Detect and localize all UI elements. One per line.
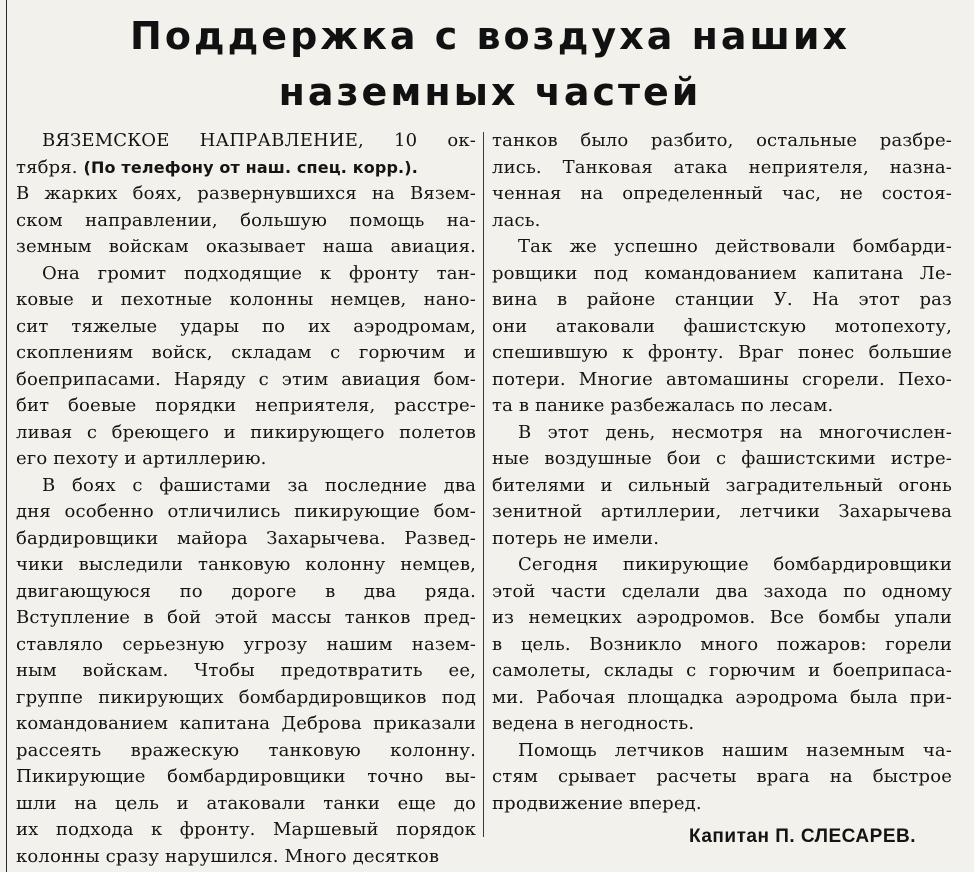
text-line: ведена в негодность.: [492, 713, 695, 734]
text-line: двигающуюся по дороге в два ряда.: [16, 580, 476, 602]
text-line: бит боевые порядки неприятеля, расстре-: [16, 395, 476, 416]
article-column-left: [16, 128, 476, 870]
text-line: зенитной артиллерии, летчики Захарычева: [492, 501, 952, 522]
text-line: чики выследили танковую колонну немцев,: [16, 554, 476, 575]
text-line: ровщики под командованием капитана Ле-: [492, 262, 952, 284]
text-line: рассеять вражескую танковую колонну.: [16, 739, 476, 761]
dateline-place: ВЯЗЕМСКОЕ НАПРАВЛЕНИЕ, 10 ок-: [42, 130, 476, 151]
text-line: командованием капитана Деброва приказали: [16, 713, 476, 734]
text-line: та в панике разбежалась по лесам.: [492, 395, 834, 416]
text-line: они атаковали фашистскую мотопехоту,: [492, 315, 952, 337]
text-line: самолеты, склады с горючим и боеприпаса-: [492, 660, 952, 681]
text-line: из немецких аэродромов. Все бомбы упали: [492, 607, 952, 628]
text-line: В боях с фашистами за последние два: [42, 474, 476, 496]
text-line: лась.: [492, 209, 541, 231]
text-line: Пикирующие бомбардировщики точно вы-: [16, 766, 476, 787]
text-line: потерь не имели.: [492, 527, 660, 549]
text-line: боеприпасами. Наряду с этим авиация бом-: [16, 368, 476, 390]
text-line: вина в районе станции У. На этот раз: [492, 289, 952, 310]
author-signature: Капитан П. СЛЕСАРЕВ.: [689, 826, 916, 847]
text-line: потери. Многие автомашины сгорели. Пехо-: [492, 368, 952, 390]
text-line: танков было разбито, остальные разбре-: [492, 130, 952, 151]
right-column-body: [492, 128, 952, 817]
text-line: бителями и сильный заградительный огонь: [492, 474, 952, 496]
text-line: колонны сразу нарушился. Много десятков: [16, 845, 440, 867]
text-line: дня особенно отличились пикирующие бом-: [16, 501, 476, 522]
text-line: В этот день, несмотря на многочислен-: [518, 421, 952, 443]
headline-line-2: наземных частей: [278, 70, 702, 114]
left-column-body: [16, 181, 476, 870]
text-line: стям срывает расчеты врага на быстрое: [492, 766, 952, 787]
text-line: ливая с бреющего и пикирующего полетов: [16, 421, 476, 443]
text-line: Помощь летчиков нашим наземным ча-: [518, 739, 952, 761]
column-divider: [483, 132, 484, 837]
text-line: ковые и пехотные колонны немцев, нано-: [16, 289, 476, 310]
text-line: этой части сделали два захода по одному: [492, 580, 952, 602]
text-line: его пехоту и артиллерию.: [16, 448, 267, 469]
text-line: скоплениям войск, складам с горючим и: [16, 342, 476, 363]
dateline-source: (По телефону от наш. спец. корр.).: [83, 157, 418, 177]
dateline-source-line: [16, 155, 476, 182]
text-line: ные воздушные бои с фашистскими истре-: [492, 448, 952, 469]
headline-line-1: Поддержка с воздуха наших: [130, 14, 850, 58]
text-line: бардировщики майора Захарычева. Развед-: [16, 527, 476, 549]
text-line: Так же успешно действовали бомбарди-: [518, 236, 952, 257]
text-line: ском направлении, большую помощь на-: [16, 209, 476, 231]
text-line: ченная на определенный час, не состоя-: [492, 183, 952, 204]
article-column-right: [492, 128, 952, 817]
text-line: ми. Рабочая площадка аэродрома была при-: [492, 686, 952, 708]
text-line: сит тяжелые удары по их аэродромам,: [16, 315, 476, 337]
text-line: земным войскам оказывает наша авиация.: [16, 236, 476, 257]
article-headline: [40, 8, 940, 120]
dateline-date: тября.: [16, 156, 78, 178]
text-line: В жарких боях, развернувшихся на Вязем-: [16, 183, 476, 204]
text-line: их подхода к фронту. Маршевый порядок: [16, 819, 476, 840]
text-line: Сегодня пикирующие бомбардировщики: [518, 554, 952, 575]
text-line: Она громит подходящие к фронту тан-: [42, 262, 476, 284]
text-line: в цель. Возникло много пожаров: горели: [492, 633, 952, 655]
text-line: ставляло серьезную угрозу нашим назем-: [16, 633, 476, 655]
text-line: ным войскам. Чтобы предотвратить ее,: [16, 660, 476, 681]
text-line: продвижение вперед.: [492, 792, 702, 814]
text-line: Вступление в бой этой массы танков пред-: [16, 607, 476, 628]
text-line: лись. Танковая атака неприятеля, назна-: [492, 156, 952, 178]
margin-rule: [6, 0, 7, 872]
text-line: шли на цель и атаковали танки еще до: [16, 792, 476, 814]
text-line: группе пикирующих бомбардировщиков под: [16, 686, 476, 708]
text-line: спешившую к фронту. Враг понес большие: [492, 342, 952, 363]
